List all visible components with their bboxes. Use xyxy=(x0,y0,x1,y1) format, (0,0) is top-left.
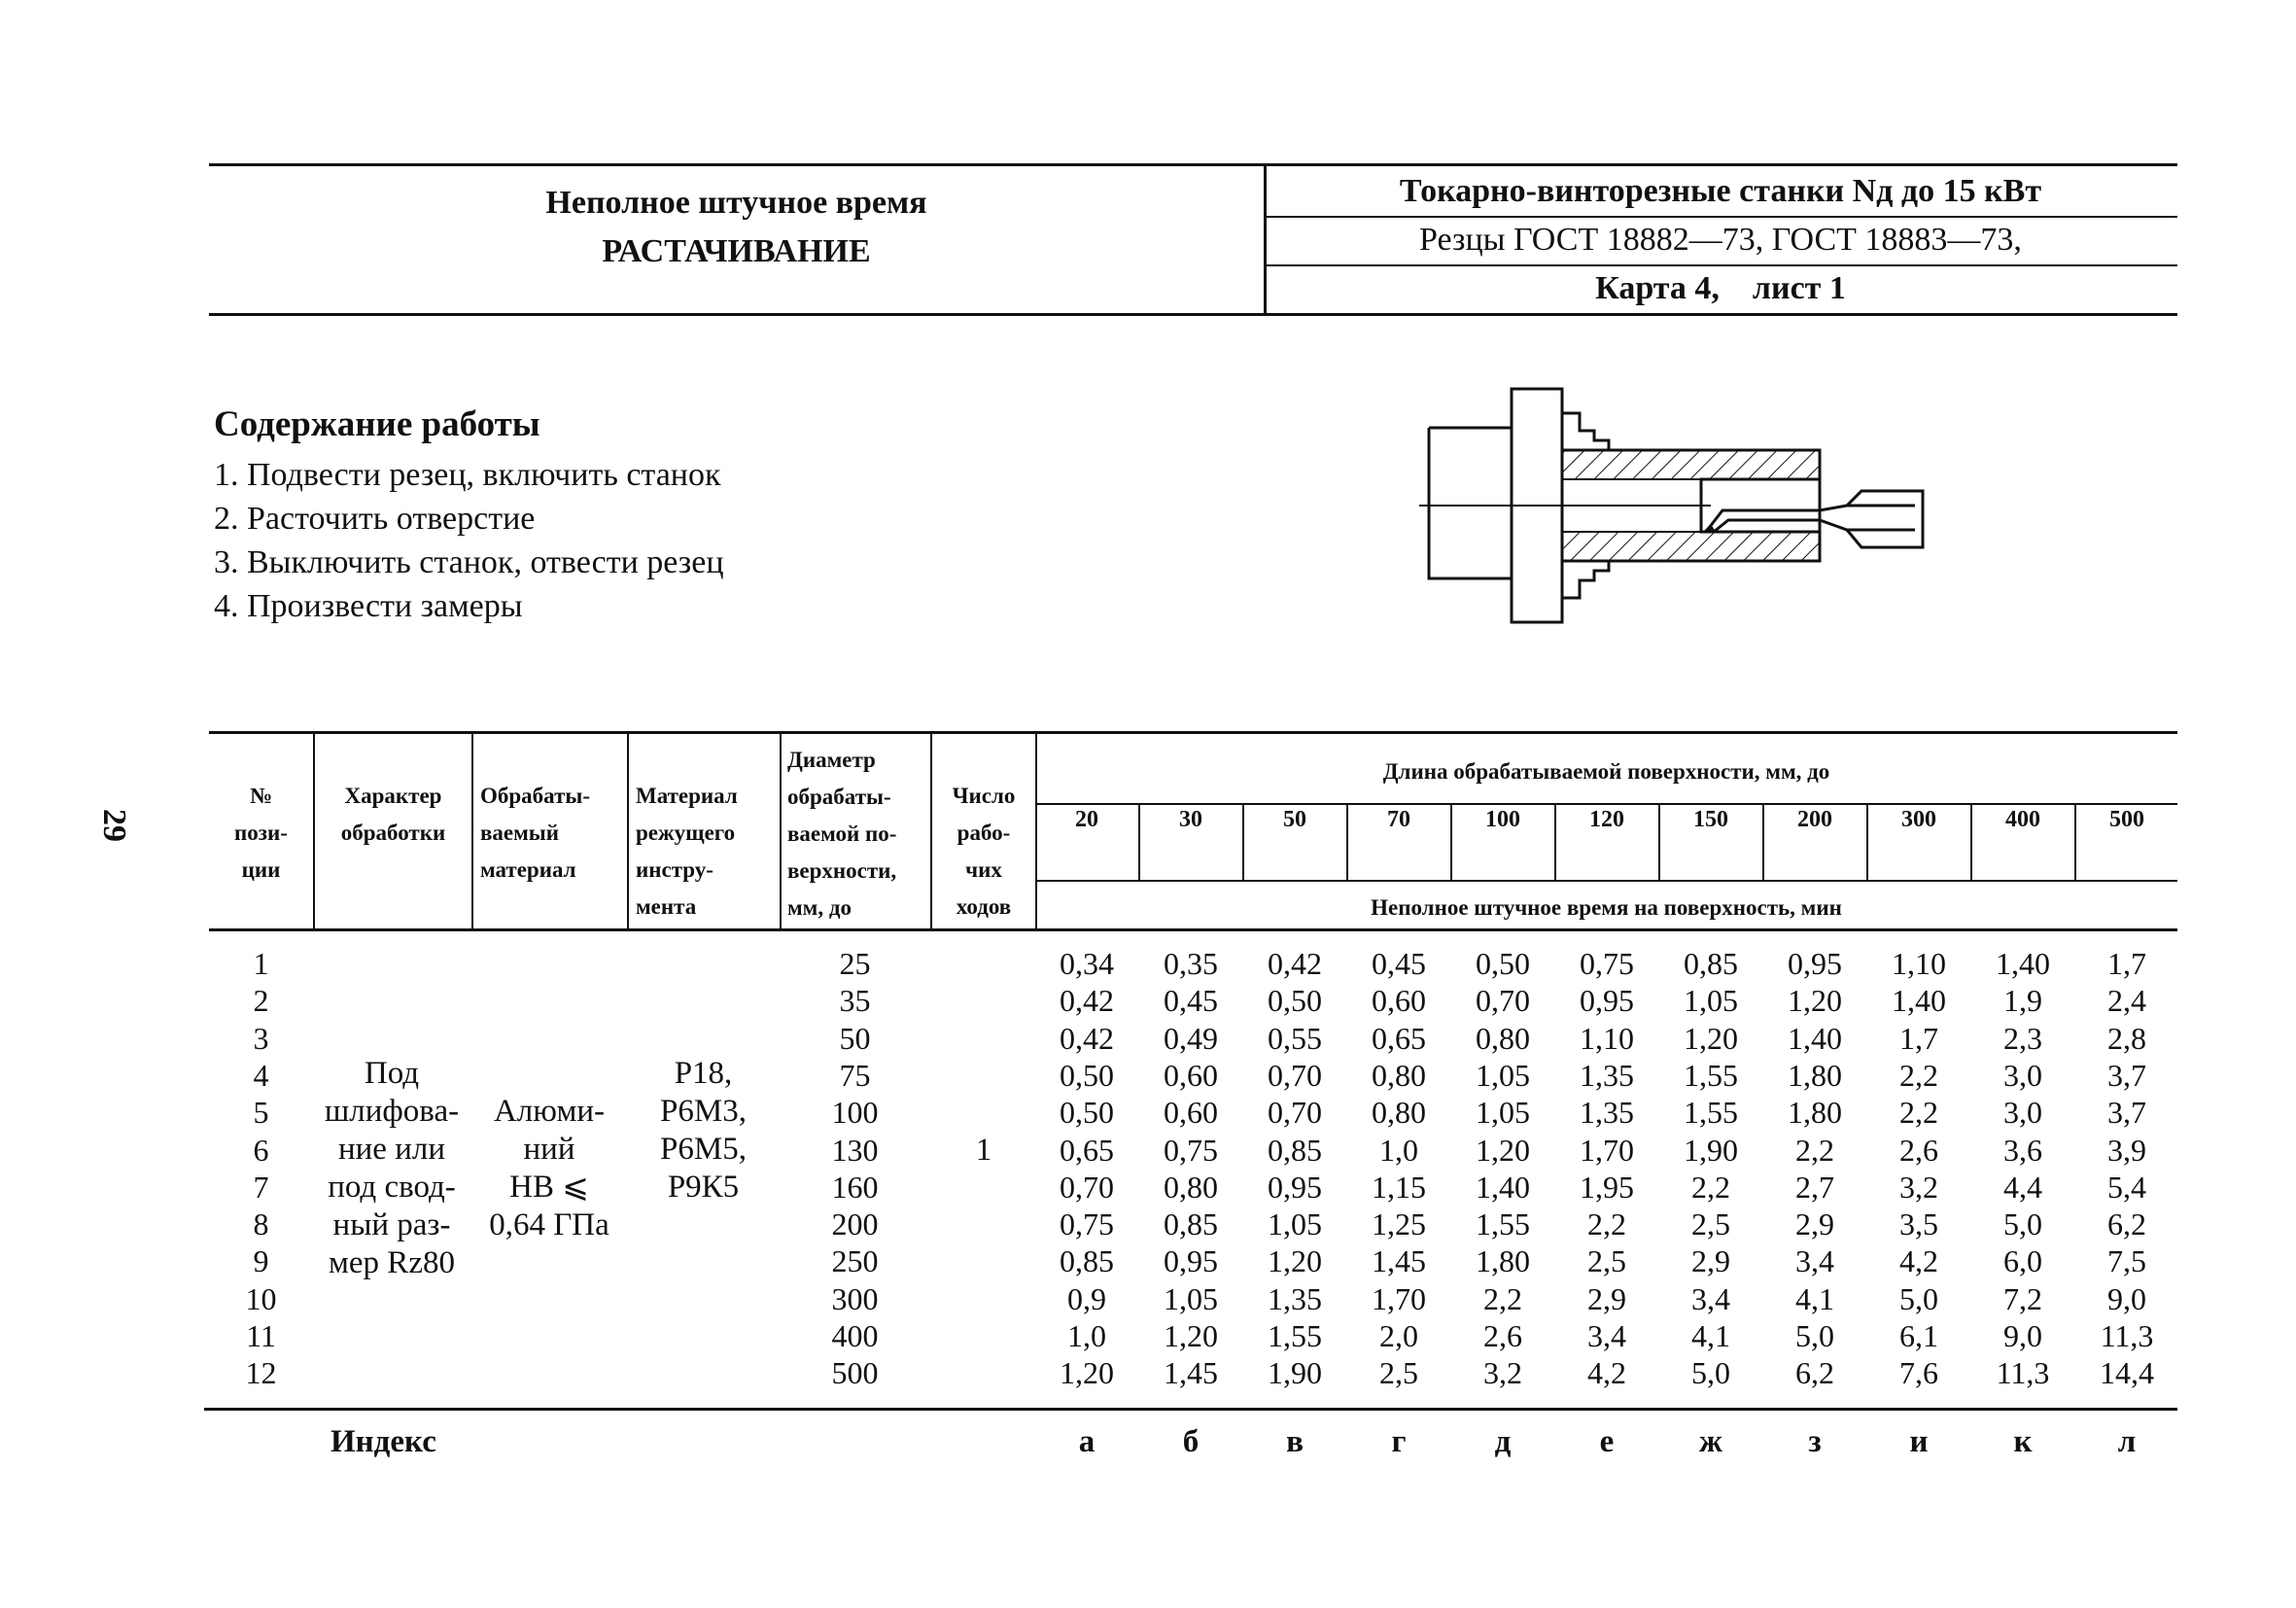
row-diameter: 300 xyxy=(831,1280,879,1316)
time-value-cell: 2,9 xyxy=(1691,1243,1730,1279)
row-position: 9 xyxy=(253,1243,269,1279)
time-value-cell: 5,0 xyxy=(1691,1355,1730,1391)
time-value-cell: 1,20 xyxy=(1268,1243,1322,1279)
time-value-cell: 1,25 xyxy=(1372,1206,1426,1242)
processing-type-line-3: ние или xyxy=(337,1132,445,1167)
header-diameter xyxy=(787,742,930,926)
time-value-cell: 7,5 xyxy=(2107,1243,2146,1279)
time-value-cell: 5,0 xyxy=(1899,1280,1938,1316)
time-value-cell: 4,2 xyxy=(1899,1243,1938,1279)
time-value-cell: 1,0 xyxy=(1067,1318,1106,1353)
time-value-cell: 1,10 xyxy=(1892,946,1946,981)
time-value-cell: 2,8 xyxy=(2107,1020,2146,1056)
processing-type-line-4: под свод- xyxy=(328,1170,456,1205)
row-diameter: 250 xyxy=(831,1243,879,1279)
row-position: 10 xyxy=(245,1280,277,1316)
time-value-cell: 0,95 xyxy=(1268,1169,1322,1205)
col-divider-2 xyxy=(471,731,473,930)
time-value-cell: 9,0 xyxy=(2003,1318,2042,1353)
header-top-rule xyxy=(209,163,2177,166)
header-tool-material xyxy=(636,778,780,926)
time-value-cell: 3,7 xyxy=(2107,1057,2146,1093)
row-diameter: 130 xyxy=(831,1132,879,1168)
time-value-cell: 2,9 xyxy=(1587,1280,1626,1316)
time-value-cell: 0,45 xyxy=(1372,946,1426,981)
time-value-cell: 1,80 xyxy=(1788,1057,1842,1093)
time-value-cell: 2,0 xyxy=(1379,1318,1418,1353)
work-step-2: 2. Расточить отверстие xyxy=(214,501,536,537)
time-value-cell: 3,2 xyxy=(1483,1355,1522,1391)
time-value-cell: 1,05 xyxy=(1164,1280,1218,1316)
time-value-cell: 3,2 xyxy=(1899,1169,1938,1205)
time-value-cell: 2,5 xyxy=(1587,1243,1626,1279)
header-passes-line-4: ходов xyxy=(956,894,1012,919)
header-diameter-line-4: верхности, xyxy=(787,858,897,883)
length-col-100: 100 xyxy=(1485,807,1520,832)
header-diameter-line-1: Диаметр xyxy=(787,748,876,772)
header-diameter-line-5: мм, до xyxy=(787,895,852,920)
time-value-cell: 0,95 xyxy=(1580,983,1634,1019)
time-value-cell: 1,20 xyxy=(1060,1355,1114,1391)
time-value-cell: 0,80 xyxy=(1372,1057,1426,1093)
time-value-cell: 0,49 xyxy=(1164,1020,1218,1056)
row-position: 6 xyxy=(253,1132,269,1168)
time-value-cell: 9,0 xyxy=(2107,1280,2146,1316)
header-processing-type xyxy=(315,778,471,852)
time-value-cell: 1,7 xyxy=(2107,946,2146,981)
time-value-cell: 6,2 xyxy=(2107,1206,2146,1242)
time-value-cell: 3,5 xyxy=(1899,1206,1938,1242)
index-b: б xyxy=(1182,1424,1200,1459)
time-value-cell: 1,35 xyxy=(1268,1280,1322,1316)
row-diameter: 200 xyxy=(831,1206,879,1242)
header-tool-material-line-4: мента xyxy=(636,894,697,919)
time-value-cell: 1,80 xyxy=(1788,1095,1842,1131)
time-value-cell: 2,2 xyxy=(1587,1206,1626,1242)
time-value-cell: 0,85 xyxy=(1164,1206,1218,1242)
time-value-cell: 0,50 xyxy=(1060,1095,1114,1131)
index-zh: ж xyxy=(1699,1424,1722,1459)
header-length-title: Длина обрабатываемой поверхности, мм, до xyxy=(1382,759,1830,784)
length-col-20: 20 xyxy=(1075,807,1098,832)
tool-material-line-4: Р9К5 xyxy=(667,1170,740,1205)
header-workpiece-material xyxy=(480,778,626,889)
header-passes xyxy=(932,778,1035,926)
time-value-cell: 1,70 xyxy=(1372,1280,1426,1316)
length-col-500: 500 xyxy=(2109,807,2144,832)
row-position: 11 xyxy=(246,1318,276,1353)
time-value-cell: 0,60 xyxy=(1164,1095,1218,1131)
time-value-cell: 1,90 xyxy=(1268,1355,1322,1391)
time-value-cell: 1,7 xyxy=(1899,1020,1938,1056)
row-diameter: 400 xyxy=(831,1318,879,1353)
time-value-cell: 1,70 xyxy=(1580,1132,1634,1168)
index-g: г xyxy=(1391,1424,1407,1459)
header-diameter-line-2: обрабаты- xyxy=(787,785,891,809)
col-divider-4 xyxy=(780,731,782,930)
time-value-cell: 1,45 xyxy=(1164,1355,1218,1391)
header-passes-line-2: рабо- xyxy=(957,821,1011,845)
row-diameter: 35 xyxy=(839,983,871,1019)
time-value-cell: 0,70 xyxy=(1268,1057,1322,1093)
time-value-cell: 0,42 xyxy=(1060,983,1114,1019)
index-z: з xyxy=(1808,1424,1822,1459)
workpiece-material-cell xyxy=(471,1093,627,1244)
time-value-cell: 0,50 xyxy=(1060,1057,1114,1093)
header-left-subtitle: РАСТАЧИВАНИЕ xyxy=(602,233,871,269)
page-number: 29 xyxy=(96,809,132,842)
time-value-cell: 2,6 xyxy=(1899,1132,1938,1168)
time-value-cell: 2,2 xyxy=(1691,1169,1730,1205)
table-top-rule xyxy=(209,731,2177,734)
time-value-cell: 1,40 xyxy=(1476,1169,1530,1205)
header-tool-material-line-1: Материал xyxy=(636,784,738,808)
time-value-cell: 1,20 xyxy=(1164,1318,1218,1353)
time-value-cell: 1,55 xyxy=(1476,1206,1530,1242)
col-divider-3 xyxy=(627,731,629,930)
time-value-cell: 2,5 xyxy=(1691,1206,1730,1242)
row-position: 7 xyxy=(253,1169,269,1205)
time-value-cell: 2,2 xyxy=(1483,1280,1522,1316)
time-value-cell: 0,80 xyxy=(1476,1020,1530,1056)
header-position-line-3: ции xyxy=(241,857,281,882)
time-value-cell: 6,0 xyxy=(2003,1243,2042,1279)
time-value-cell: 3,9 xyxy=(2107,1132,2146,1168)
time-value-cell: 1,9 xyxy=(2003,983,2042,1019)
time-value-cell: 2,2 xyxy=(1899,1095,1938,1131)
time-value-cell: 0,50 xyxy=(1476,946,1530,981)
row-diameter: 50 xyxy=(839,1020,871,1056)
time-value-cell: 0,85 xyxy=(1684,946,1738,981)
time-value-cell: 3,0 xyxy=(2003,1057,2042,1093)
row-diameter: 100 xyxy=(831,1095,879,1131)
time-value-cell: 1,15 xyxy=(1372,1169,1426,1205)
processing-type-line-2: шлифова- xyxy=(324,1094,460,1129)
time-value-cell: 4,2 xyxy=(1587,1355,1626,1391)
time-value-cell: 1,20 xyxy=(1476,1132,1530,1168)
time-value-cell: 0,42 xyxy=(1268,946,1322,981)
time-value-cell: 1,10 xyxy=(1580,1020,1634,1056)
time-value-cell: 0,85 xyxy=(1268,1132,1322,1168)
row-diameter: 500 xyxy=(831,1355,879,1391)
tool-material-cell xyxy=(627,1055,780,1206)
time-value-cell: 0,45 xyxy=(1164,983,1218,1019)
time-value-cell: 0,42 xyxy=(1060,1020,1114,1056)
processing-type-line-6: мер Rz80 xyxy=(329,1245,455,1280)
header-right-rule-1 xyxy=(1264,216,2177,218)
time-value-cell: 7,2 xyxy=(2003,1280,2042,1316)
passes-cell: 1 xyxy=(975,1133,992,1168)
header-tool-material-line-3: инстру- xyxy=(636,857,713,882)
time-value-cell: 1,05 xyxy=(1476,1095,1530,1131)
header-processing-type-line-1: Характер xyxy=(344,784,442,808)
length-col-400: 400 xyxy=(2005,807,2040,832)
time-value-cell: 2,9 xyxy=(1795,1206,1834,1242)
time-value-cell: 0,34 xyxy=(1060,946,1114,981)
time-value-cell: 1,35 xyxy=(1580,1095,1634,1131)
time-value-cell: 4,1 xyxy=(1795,1280,1834,1316)
row-position: 8 xyxy=(253,1206,269,1242)
time-value-cell: 3,4 xyxy=(1691,1280,1730,1316)
time-value-cell: 1,0 xyxy=(1379,1132,1418,1168)
time-value-cell: 0,95 xyxy=(1788,946,1842,981)
table-header-bottom-rule xyxy=(209,928,2177,931)
length-col-70: 70 xyxy=(1387,807,1410,832)
time-value-cell: 0,80 xyxy=(1372,1095,1426,1131)
workpiece-material-line-3: НВ ⩽ xyxy=(509,1170,589,1205)
work-step-3: 3. Выключить станок, отвести резец xyxy=(214,544,724,580)
time-value-cell: 1,40 xyxy=(1996,946,2050,981)
header-bottom-rule xyxy=(209,313,2177,316)
index-d: д xyxy=(1494,1424,1512,1459)
time-value-cell: 1,20 xyxy=(1684,1020,1738,1056)
time-value-cell: 14,4 xyxy=(2100,1355,2154,1391)
header-passes-line-1: Число xyxy=(952,784,1016,808)
time-value-cell: 0,70 xyxy=(1060,1169,1114,1205)
workpiece-material-line-2: ний xyxy=(523,1132,575,1167)
time-value-cell: 1,90 xyxy=(1684,1132,1738,1168)
index-i: и xyxy=(1909,1424,1929,1459)
header-position xyxy=(209,778,313,889)
row-position: 3 xyxy=(253,1020,269,1056)
row-diameter: 75 xyxy=(839,1057,871,1093)
time-value-cell: 3,7 xyxy=(2107,1095,2146,1131)
index-v: в xyxy=(1286,1424,1304,1459)
time-value-cell: 1,05 xyxy=(1684,983,1738,1019)
time-value-cell: 1,45 xyxy=(1372,1243,1426,1279)
index-l: л xyxy=(2117,1424,2137,1459)
header-left-title: Неполное штучное время xyxy=(545,185,927,221)
time-value-cell: 3,0 xyxy=(2003,1095,2042,1131)
processing-type-line-5: ный раз- xyxy=(332,1207,451,1242)
time-value-cell: 1,80 xyxy=(1476,1243,1530,1279)
time-value-cell: 5,4 xyxy=(2107,1169,2146,1205)
index-e: е xyxy=(1599,1424,1615,1459)
time-value-cell: 3,4 xyxy=(1795,1243,1834,1279)
length-col-50: 50 xyxy=(1283,807,1306,832)
time-value-cell: 2,5 xyxy=(1379,1355,1418,1391)
time-value-cell: 0,75 xyxy=(1164,1132,1218,1168)
index-a: а xyxy=(1078,1424,1096,1459)
time-value-cell: 1,40 xyxy=(1892,983,1946,1019)
time-value-cell: 4,1 xyxy=(1691,1318,1730,1353)
time-value-cell: 5,0 xyxy=(1795,1318,1834,1353)
time-value-cell: 0,85 xyxy=(1060,1243,1114,1279)
length-col-30: 30 xyxy=(1179,807,1202,832)
boring-diagram xyxy=(1419,384,1964,637)
row-diameter: 160 xyxy=(831,1169,879,1205)
time-value-cell: 0,50 xyxy=(1268,983,1322,1019)
time-value-cell: 2,4 xyxy=(2107,983,2146,1019)
time-value-cell: 0,65 xyxy=(1372,1020,1426,1056)
tool-material-line-2: Р6М3, xyxy=(660,1094,747,1129)
length-col-300: 300 xyxy=(1901,807,1936,832)
time-value-cell: 3,6 xyxy=(2003,1132,2042,1168)
time-value-cell: 4,4 xyxy=(2003,1169,2042,1205)
length-title-rule xyxy=(1035,803,2177,805)
length-col-200: 200 xyxy=(1797,807,1832,832)
time-value-cell: 6,2 xyxy=(1795,1355,1834,1391)
processing-type-line-1: Под xyxy=(364,1056,420,1091)
header-diameter-line-3: ваемой по- xyxy=(787,821,897,846)
time-value-cell: 2,2 xyxy=(1899,1057,1938,1093)
work-step-1: 1. Подвести резец, включить станок xyxy=(214,457,721,493)
work-step-4: 4. Произвести замеры xyxy=(214,588,523,624)
workpiece-material-line-4: 0,64 ГПа xyxy=(489,1207,609,1242)
row-position: 1 xyxy=(253,946,269,981)
time-value-cell: 7,6 xyxy=(1899,1355,1938,1391)
time-value-cell: 0,65 xyxy=(1060,1132,1114,1168)
time-value-cell: 0,35 xyxy=(1164,946,1218,981)
table-bottom-rule xyxy=(204,1408,2177,1411)
time-value-cell: 0,60 xyxy=(1372,983,1426,1019)
header-workpiece-material-line-2: ваемый xyxy=(480,821,560,845)
time-value-cell: 0,75 xyxy=(1580,946,1634,981)
time-value-cell: 0,9 xyxy=(1067,1280,1106,1316)
time-value-cell: 1,95 xyxy=(1580,1169,1634,1205)
header-machine-type: Токарно-винторезные станки Nд до 15 кВт xyxy=(1399,173,2042,209)
header-time-title: Неполное штучное время на поверхность, мин xyxy=(1371,895,1842,920)
row-position: 5 xyxy=(253,1095,269,1131)
length-col-120: 120 xyxy=(1589,807,1624,832)
header-workpiece-material-line-1: Обрабаты- xyxy=(480,784,591,808)
header-position-line-1: № xyxy=(249,784,273,808)
row-position: 4 xyxy=(253,1057,269,1093)
time-value-cell: 2,3 xyxy=(2003,1020,2042,1056)
time-value-cell: 2,2 xyxy=(1795,1132,1834,1168)
time-value-cell: 11,3 xyxy=(2100,1318,2154,1353)
time-value-cell: 6,1 xyxy=(1899,1318,1938,1353)
work-content-title: Содержание работы xyxy=(214,404,540,444)
processing-type-cell xyxy=(309,1055,474,1282)
header-card-sheet: Карта 4, лист 1 xyxy=(1595,270,1846,306)
time-value-cell: 2,7 xyxy=(1795,1169,1834,1205)
header-tool-material-line-2: режущего xyxy=(636,821,736,845)
length-col-150: 150 xyxy=(1693,807,1728,832)
time-value-cell: 5,0 xyxy=(2003,1206,2042,1242)
workpiece-material-line-1: Алюми- xyxy=(493,1094,606,1129)
time-value-cell: 0,70 xyxy=(1268,1095,1322,1131)
time-value-cell: 1,40 xyxy=(1788,1020,1842,1056)
row-diameter: 25 xyxy=(839,946,871,981)
header-cutter-standard: Резцы ГОСТ 18882—73, ГОСТ 18883—73, xyxy=(1419,222,2022,258)
index-label: Индекс xyxy=(330,1424,436,1459)
time-value-cell: 1,55 xyxy=(1684,1095,1738,1131)
time-value-cell: 1,05 xyxy=(1476,1057,1530,1093)
tool-material-line-3: Р6М5, xyxy=(660,1132,747,1167)
tool-material-line-1: Р18, xyxy=(674,1056,733,1091)
index-k: к xyxy=(2013,1424,2033,1459)
row-position: 12 xyxy=(245,1355,277,1391)
time-value-cell: 1,55 xyxy=(1684,1057,1738,1093)
time-value-cell: 2,6 xyxy=(1483,1318,1522,1353)
time-value-cell: 0,60 xyxy=(1164,1057,1218,1093)
time-value-cell: 3,4 xyxy=(1587,1318,1626,1353)
time-value-cell: 1,05 xyxy=(1268,1206,1322,1242)
time-value-cell: 1,55 xyxy=(1268,1318,1322,1353)
time-value-cell: 0,55 xyxy=(1268,1020,1322,1056)
header-position-line-2: пози- xyxy=(234,821,288,845)
time-value-cell: 1,35 xyxy=(1580,1057,1634,1093)
length-values-rule xyxy=(1035,880,2177,882)
time-value-cell: 1,20 xyxy=(1788,983,1842,1019)
time-value-cell: 11,3 xyxy=(1996,1355,2050,1391)
time-value-cell: 0,80 xyxy=(1164,1169,1218,1205)
time-value-cell: 0,70 xyxy=(1476,983,1530,1019)
header-processing-type-line-2: обработки xyxy=(340,821,446,845)
header-workpiece-material-line-3: материал xyxy=(480,857,576,882)
time-value-cell: 0,95 xyxy=(1164,1243,1218,1279)
row-position: 2 xyxy=(253,983,269,1019)
header-right-rule-2 xyxy=(1264,264,2177,266)
time-value-cell: 0,75 xyxy=(1060,1206,1114,1242)
header-passes-line-3: чих xyxy=(965,857,1002,882)
